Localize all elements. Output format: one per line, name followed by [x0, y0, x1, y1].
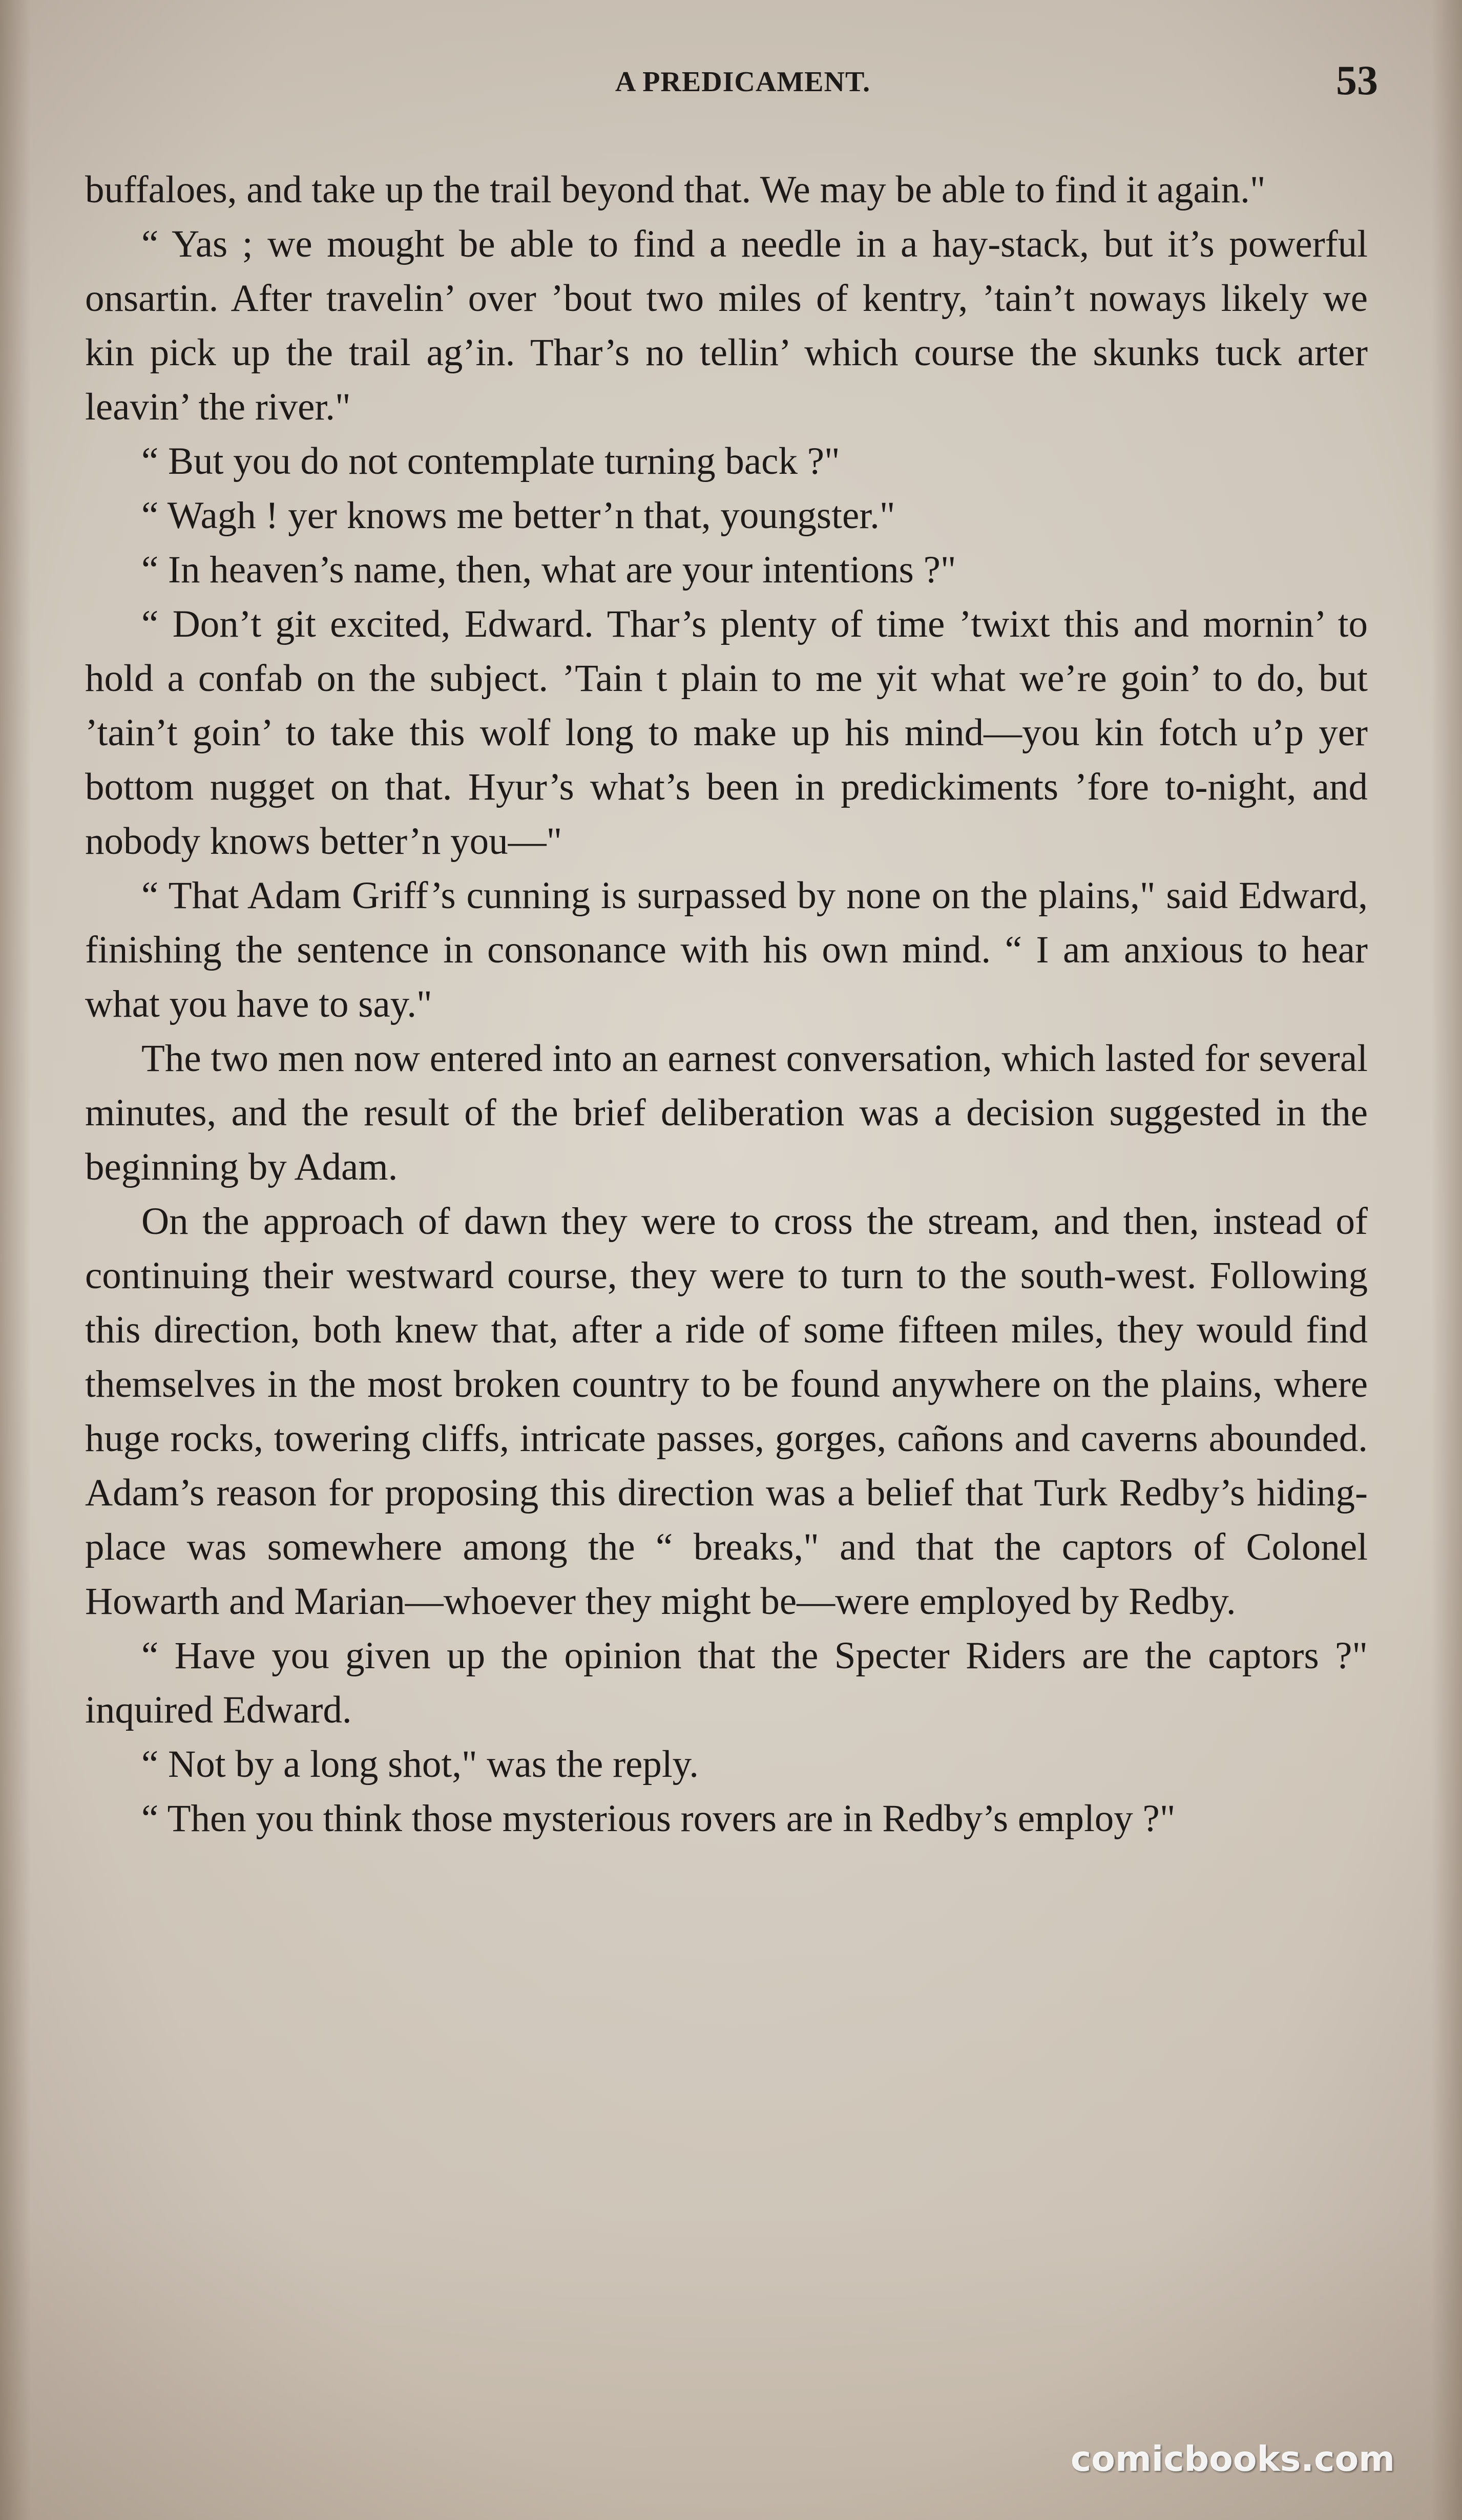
- paragraph-3: “ But you do not contemplate turning back ?": [141, 440, 840, 482]
- watermark: comicbooks.com: [1071, 2439, 1395, 2480]
- paragraph-10: “ Have you given up the opinion that the Specter Riders are the captors ?" inquired Edward.: [85, 1634, 1368, 1731]
- paragraph-6: “ Don’t git excited, Edward. Thar’s plenty of time ’twixt this and mornin’ to hold a confab on the subject. ’Tain t plain to me yit what we’re goin’ to do, but ’tain’t goin’ to take this wolf long to make up his mind—you kin fotch u’p yer bottom nugget on that. Hyur’s what’s been in predickiments ’fore to-night, and nobody knows better’n you—": [85, 603, 1368, 863]
- paragraph-4: “ Wagh ! yer knows me better’n that, youngster.": [141, 494, 895, 537]
- paragraph-8: The two men now entered into an earnest conversation, which lasted for several minutes, and the result of the brief deliberation was a decision suggested in the beginning by Adam.: [85, 1037, 1368, 1188]
- paragraph-7: “ That Adam Griff’s cunning is surpassed by none on the plains," said Edward, finishing the sentence in consonance with his own mind. “ I am anxious to hear what you have to say.": [85, 874, 1368, 1025]
- body-text: [85, 163, 1368, 1846]
- paragraph-5: “ In heaven’s name, then, what are your intentions ?": [141, 549, 956, 591]
- paragraph-11: “ Not by a long shot," was the reply.: [141, 1743, 699, 1786]
- page-number: 53: [1336, 57, 1378, 103]
- page-edge-shadow-right: [1431, 0, 1462, 2520]
- paragraph-9: On the approach of dawn they were to cross the stream, and then, instead of continuing their westward course, they were to turn to the south-west. Following this direction, both knew that, after a ride of some fifteen miles, they would find themselves in the most broken country to be found anywhere on the plains, where huge rocks, towering cliffs, intricate passes, gorges, cañons and caverns abounded. Adam’s reason for proposing this direction was a belief that Turk Redby’s hiding-place was somewhere among the “ breaks," and that the captors of Colonel Howarth and Marian—whoever they might be—were employed by Redby.: [85, 1200, 1368, 1623]
- running-head: A PREDICAMENT.: [615, 66, 871, 98]
- paragraph-12: “ Then you think those mysterious rovers are in Redby’s employ ?": [141, 1797, 1176, 1840]
- paragraph-1: buffaloes, and take up the trail beyond that. We may be able to find it again.": [85, 169, 1266, 211]
- page-edge-shadow-left: [0, 0, 31, 2520]
- paragraph-2: “ Yas ; we mought be able to find a needle in a hay-stack, but it’s powerful onsartin. After travelin’ over ’bout two miles of kentry, ’tain’t noways likely we kin pick up the trail ag’in. Thar’s no tellin’ which course the skunks tuck arter leavin’ the river.": [85, 223, 1368, 428]
